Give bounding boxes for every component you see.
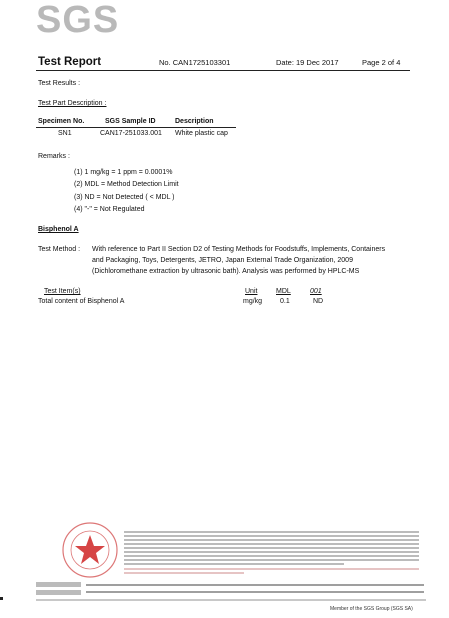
description-cell: White plastic cap xyxy=(175,130,228,137)
address-lines xyxy=(36,582,426,604)
col-sample-id: SGS Sample ID xyxy=(105,118,156,125)
col-mdl: MDL xyxy=(276,288,291,295)
result-unit-cell: mg/kg xyxy=(243,298,263,305)
remarks-label: Remarks : xyxy=(38,153,70,160)
sample-id-cell: CAN17-251033.001 xyxy=(100,130,162,137)
test-results-label: Test Results : xyxy=(38,80,81,87)
test-method-line: (Dichloromethane extraction by ultrasonic bath). Analysis was performed by HPLC-MS xyxy=(92,268,360,275)
remark-item: (1) 1 mg/kg = 1 ppm = 0.0001% xyxy=(74,169,173,176)
test-method-line: With reference to Part II Section D2 of Testing Methods for Foodstuffs, Implements, Containers xyxy=(92,246,386,253)
sgs-group-member-note: Member of the SGS Group (SGS SA) xyxy=(330,606,413,612)
section-title: Bisphenol A xyxy=(38,226,79,233)
part-table-divider xyxy=(36,127,236,128)
col-unit: Unit xyxy=(245,288,258,295)
report-title: Test Report xyxy=(38,56,102,68)
test-method-line: and Packaging, Toys, Detergents, JETRO, Japan External Trade Organization, 2009 xyxy=(92,257,353,264)
part-description-heading: Test Part Description : xyxy=(38,100,107,107)
sgs-logo-text: SGS xyxy=(36,0,120,41)
specimen-no-cell: SN1 xyxy=(58,130,72,137)
remark-item: (4) "-" = Not Regulated xyxy=(74,206,145,213)
page-number: Page 2 of 4 xyxy=(362,58,401,67)
col-test-items: Test Item(s) xyxy=(44,288,81,295)
header-divider xyxy=(36,70,410,71)
col-specimen-no: Specimen No. xyxy=(38,118,85,125)
seal-stamp-icon xyxy=(60,520,120,580)
result-value-cell: ND xyxy=(313,298,324,305)
remark-item: (2) MDL = Method Detection Limit xyxy=(74,181,179,188)
report-date: Date: 19 Dec 2017 xyxy=(276,58,339,67)
result-item-cell: Total content of Bisphenol A xyxy=(38,298,125,305)
test-method-label: Test Method : xyxy=(38,246,81,253)
report-number: No. CAN1725103301 xyxy=(159,58,231,67)
col-sample-001: 001 xyxy=(310,288,322,295)
scan-mark xyxy=(0,597,3,600)
col-description: Description xyxy=(175,118,214,125)
address-block xyxy=(36,582,426,604)
result-mdl-cell: 0.1 xyxy=(280,298,290,305)
sgs-logo xyxy=(36,0,128,41)
remark-item: (3) ND = Not Detected ( < MDL ) xyxy=(74,194,175,201)
